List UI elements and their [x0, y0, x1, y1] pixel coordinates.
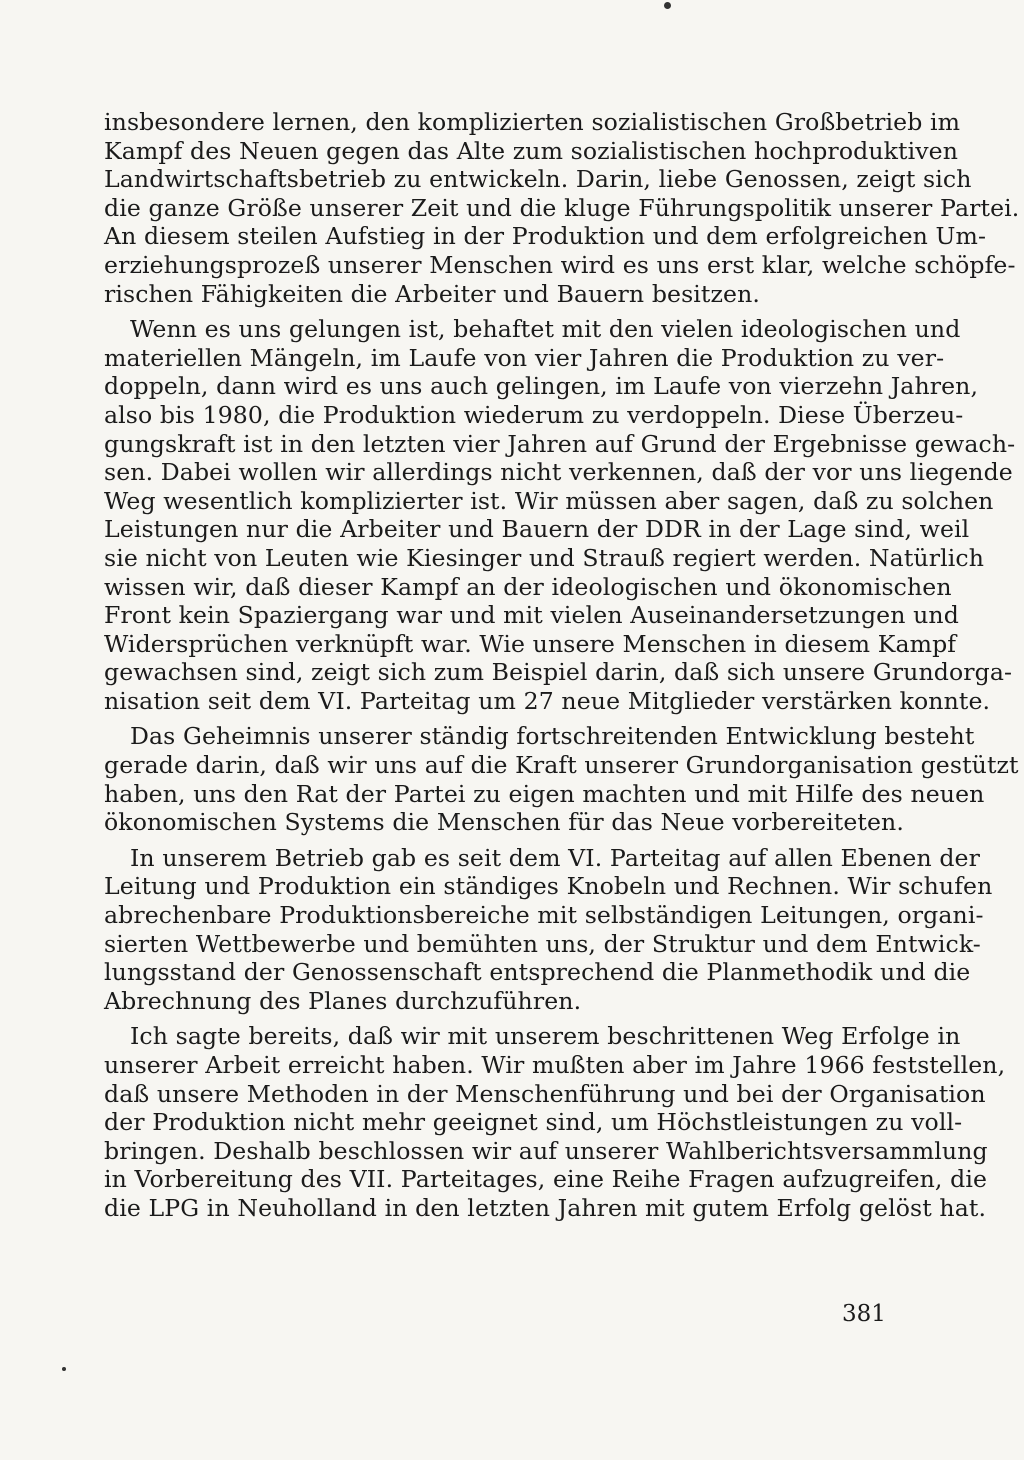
text-line: gungskraft ist in den letzten vier Jahren auf Grund der Ergebnisse gewach-	[104, 429, 1016, 458]
text-line: insbesondere lernen, den komplizierten sozialistischen Großbetrieb im	[104, 108, 961, 136]
text-line: sen. Dabei wollen wir allerdings nicht verkennen, daß der vor uns liegende	[104, 458, 1013, 487]
text-line: der Produktion nicht mehr geeignet sind, um Höchstleistungen zu voll-	[104, 1108, 963, 1137]
ink-speck-top	[664, 2, 671, 9]
text-line: ökonomischen Systems die Menschen für das Neue vorbereiteten.	[104, 808, 904, 837]
paragraph	[104, 315, 1016, 715]
text-line: rischen Fähigkeiten die Arbeiter und Bauern besitzen.	[104, 279, 761, 308]
text-line: Kampf des Neuen gegen das Alte zum sozialistischen hochproduktiven	[104, 136, 959, 165]
page-number: 381	[842, 1301, 886, 1327]
paragraph	[104, 722, 1019, 837]
text-line: materiellen Mängeln, im Laufe von vier Jahren die Produktion zu ver-	[104, 343, 945, 372]
text-line: sie nicht von Leuten wie Kiesinger und Strauß regiert werden. Natürlich	[104, 543, 984, 572]
text-line: Widersprüchen verknüpft war. Wie unsere Menschen in diesem Kampf	[104, 629, 957, 658]
text-line: also bis 1980, die Produktion wiederum zu verdoppeln. Diese Überzeu-	[104, 400, 964, 429]
text-line: unserer Arbeit erreicht haben. Wir mußten aber im Jahre 1966 feststellen,	[104, 1051, 1006, 1079]
ink-speck-left	[62, 1367, 66, 1371]
text-line: Weg wesentlich komplizierter ist. Wir müssen aber sagen, daß zu solchen	[104, 486, 994, 515]
body-text	[104, 108, 1020, 1230]
text-line: die ganze Größe unserer Zeit und die kluge Führungspolitik unserer Partei.	[104, 193, 1020, 222]
text-line: Leitung und Produktion ein ständiges Knobeln und Rechnen. Wir schufen	[104, 872, 993, 901]
text-line: sierten Wettbewerbe und bemühten uns, der Struktur und dem Entwick-	[104, 929, 981, 958]
text-line: abrechenbare Produktionsbereiche mit selbständigen Leitungen, organi-	[104, 901, 984, 930]
paragraph	[104, 108, 1020, 308]
text-line: nisation seit dem VI. Parteitag um 27 neue Mitglieder verstärken konnte.	[104, 686, 991, 715]
text-line: Leistungen nur die Arbeiter und Bauern der DDR in der Lage sind, weil	[104, 515, 970, 544]
text-line: erziehungsprozeß unserer Menschen wird es uns erst klar, welche schöpfe-	[104, 250, 1016, 279]
text-line: doppeln, dann wird es uns auch gelingen, im Laufe von vierzehn Jahren,	[104, 372, 979, 401]
text-line: Abrechnung des Planes durchzuführen.	[104, 986, 582, 1015]
text-line: In unserem Betrieb gab es seit dem VI. Parteitag auf allen Ebenen der	[130, 843, 980, 872]
text-line: in Vorbereitung des VII. Parteitages, eine Reihe Fragen aufzugreifen, die	[104, 1165, 988, 1194]
text-line: Landwirtschaftsbetrieb zu entwickeln. Darin, liebe Genossen, zeigt sich	[104, 165, 972, 194]
text-line: lungsstand der Genossenschaft entsprechend die Planmethodik und die	[104, 958, 971, 987]
paragraph	[104, 1022, 1006, 1222]
text-line: gerade darin, daß wir uns auf die Kraft unserer Grundorganisation gestützt	[104, 751, 1019, 780]
text-line: Wenn es uns gelungen ist, behaftet mit den vielen ideologischen und	[130, 315, 961, 344]
text-line: Ich sagte bereits, daß wir mit unserem beschrittenen Weg Erfolge in	[130, 1022, 961, 1051]
text-line: haben, uns den Rat der Partei zu eigen machten und mit Hilfe des neuen	[104, 779, 985, 808]
text-line: wissen wir, daß dieser Kampf an der ideologischen und ökonomischen	[104, 572, 952, 601]
text-line: die LPG in Neuholland in den letzten Jahren mit gutem Erfolg gelöst hat.	[104, 1193, 987, 1222]
text-line: bringen. Deshalb beschlossen wir auf unserer Wahlberichtsversammlung	[104, 1136, 988, 1165]
text-line: Front kein Spaziergang war und mit vielen Auseinandersetzungen und	[104, 601, 959, 630]
text-line: gewachsen sind, zeigt sich zum Beispiel darin, daß sich unsere Grundorga-	[104, 658, 1013, 687]
text-line: An diesem steilen Aufstieg in der Produktion und dem erfolgreichen Um-	[104, 222, 987, 251]
text-line: daß unsere Methoden in der Menschenführung und bei der Organisation	[104, 1079, 986, 1108]
paragraph	[104, 843, 993, 1016]
text-line: Das Geheimnis unserer ständig fortschreitenden Entwicklung besteht	[130, 722, 975, 751]
